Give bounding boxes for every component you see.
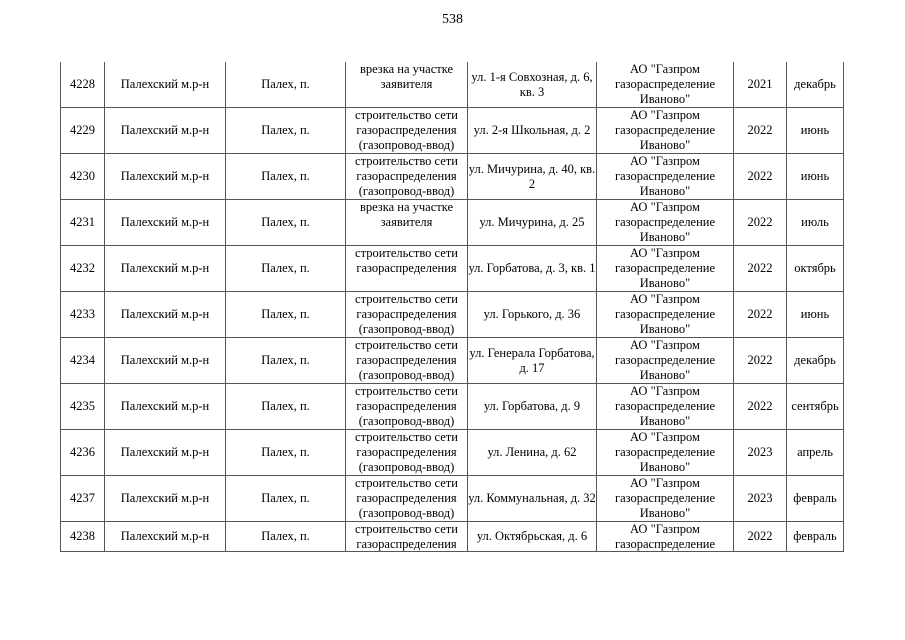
month-cell-text: декабрь: [794, 77, 836, 91]
work-type-cell-text: врезка на участке заявителя: [359, 62, 454, 91]
month-cell-text: апрель: [797, 445, 833, 459]
month-cell: [787, 246, 844, 292]
organization-cell-text: АО "Газпром газораспределение Иваново": [614, 62, 716, 106]
row-number-text: 4235: [70, 399, 95, 413]
organization-cell: [597, 384, 734, 430]
work-type-cell: [346, 292, 468, 338]
organization-cell-text: АО "Газпром газораспределение: [614, 522, 716, 551]
table-row: [61, 154, 844, 200]
row-number-text: 4232: [70, 261, 95, 275]
address-cell: [468, 430, 597, 476]
organization-cell: [597, 476, 734, 522]
address-cell-text: ул. Мичурина, д. 40, кв. 2: [468, 161, 596, 191]
address-cell-text: ул. Мичурина, д. 25: [479, 215, 585, 229]
work-type-cell: [346, 384, 468, 430]
row-number-text: 4237: [70, 491, 95, 505]
table-row: [61, 384, 844, 430]
locality-cell-text: Палех, п.: [261, 169, 310, 183]
organization-cell-text: АО "Газпром газораспределение Иваново": [614, 430, 716, 474]
row-number-text: 4230: [70, 169, 95, 183]
year-cell-text: 2022: [747, 169, 773, 183]
table-row: [61, 292, 844, 338]
locality-cell-text: Палех, п.: [261, 353, 310, 367]
year-cell-text: 2023: [747, 491, 773, 505]
work-type-cell: [346, 108, 468, 154]
district-cell: [105, 154, 226, 200]
year-cell-text: 2023: [747, 445, 773, 459]
table-row: [61, 246, 844, 292]
month-cell-text: декабрь: [794, 353, 836, 367]
address-cell-text: ул. 1-я Совхозная, д. 6, кв. 3: [471, 69, 593, 99]
row-number-text: 4238: [70, 529, 95, 543]
row-number: [61, 292, 105, 338]
page-number: 538: [442, 12, 463, 27]
organization-cell-text: АО "Газпром газораспределение Иваново": [614, 384, 716, 428]
table-row: [61, 200, 844, 246]
year-cell: [734, 200, 787, 246]
district-cell: [105, 522, 226, 552]
year-cell: [734, 430, 787, 476]
organization-cell: [597, 338, 734, 384]
locality-cell-text: Палех, п.: [261, 215, 310, 229]
year-cell-text: 2022: [747, 215, 773, 229]
month-cell-text: июнь: [800, 307, 830, 321]
month-cell: [787, 62, 844, 108]
locality-cell: [226, 246, 346, 292]
gasification-table: [60, 62, 844, 552]
work-type-cell-text: строительство сети газораспределения: [355, 246, 458, 275]
locality-cell: [226, 108, 346, 154]
organization-cell-text: АО "Газпром газораспределение Иваново": [614, 108, 716, 152]
year-cell: [734, 384, 787, 430]
locality-cell: [226, 476, 346, 522]
work-type-cell-text: строительство сети газораспределения: [355, 522, 458, 551]
locality-cell-text: Палех, п.: [261, 399, 310, 413]
work-type-cell: [346, 154, 468, 200]
month-cell: [787, 108, 844, 154]
locality-cell: [226, 522, 346, 552]
district-cell: [105, 200, 226, 246]
organization-cell: [597, 62, 734, 108]
year-cell-text: 2021: [747, 77, 773, 91]
district-cell-text: Палехский м.р-н: [120, 215, 210, 229]
work-type-cell-text: строительство сети газораспределения (газопровод-ввод): [355, 108, 458, 152]
address-cell: [468, 338, 597, 384]
organization-cell: [597, 292, 734, 338]
locality-cell: [226, 430, 346, 476]
month-cell-text: февраль: [793, 529, 837, 543]
month-cell: [787, 430, 844, 476]
locality-cell: [226, 338, 346, 384]
address-cell: [468, 154, 597, 200]
year-cell: [734, 154, 787, 200]
locality-cell-text: Палех, п.: [261, 77, 310, 91]
table-row: [61, 338, 844, 384]
year-cell: [734, 108, 787, 154]
row-number-text: 4236: [70, 445, 95, 459]
address-cell-text: ул. Ленина, д. 62: [487, 445, 577, 459]
organization-cell: [597, 246, 734, 292]
district-cell-text: Палехский м.р-н: [120, 491, 210, 505]
district-cell-text: Палехский м.р-н: [120, 445, 210, 459]
work-type-cell: [346, 200, 468, 246]
month-cell: [787, 338, 844, 384]
month-cell: [787, 384, 844, 430]
district-cell: [105, 430, 226, 476]
district-cell-text: Палехский м.р-н: [120, 77, 210, 91]
district-cell-text: Палехский м.р-н: [120, 307, 210, 321]
organization-cell: [597, 200, 734, 246]
organization-cell: [597, 108, 734, 154]
organization-cell: [597, 522, 734, 552]
organization-cell: [597, 154, 734, 200]
address-cell: [468, 292, 597, 338]
row-number-text: 4229: [70, 123, 95, 137]
organization-cell-text: АО "Газпром газораспределение Иваново": [614, 338, 716, 382]
work-type-cell-text: строительство сети газораспределения (газопровод-ввод): [355, 292, 458, 336]
row-number: [61, 108, 105, 154]
month-cell-text: октябрь: [794, 261, 836, 275]
work-type-cell-text: строительство сети газораспределения (газопровод-ввод): [355, 338, 458, 382]
address-cell-text: ул. Октябрьская, д. 6: [476, 529, 588, 543]
year-cell-text: 2022: [747, 353, 773, 367]
address-cell: [468, 62, 597, 108]
address-cell-text: ул. Горбатова, д. 9: [483, 399, 581, 413]
work-type-cell-text: строительство сети газораспределения (газопровод-ввод): [355, 384, 458, 428]
year-cell: [734, 246, 787, 292]
district-cell: [105, 292, 226, 338]
district-cell-text: Палехский м.р-н: [120, 261, 210, 275]
work-type-cell-text: врезка на участке заявителя: [359, 200, 454, 229]
district-cell: [105, 246, 226, 292]
locality-cell: [226, 154, 346, 200]
work-type-cell: [346, 62, 468, 108]
year-cell: [734, 522, 787, 552]
work-type-cell-text: строительство сети газораспределения (газопровод-ввод): [355, 154, 458, 198]
month-cell: [787, 154, 844, 200]
address-cell: [468, 384, 597, 430]
year-cell-text: 2022: [747, 307, 773, 321]
organization-cell-text: АО "Газпром газораспределение Иваново": [614, 246, 716, 290]
district-cell: [105, 108, 226, 154]
work-type-cell: [346, 522, 468, 552]
year-cell-text: 2022: [747, 399, 773, 413]
work-type-cell-text: строительство сети газораспределения (газопровод-ввод): [355, 430, 458, 474]
row-number: [61, 154, 105, 200]
address-cell: [468, 108, 597, 154]
table-row: [61, 108, 844, 154]
month-cell-text: июль: [801, 215, 829, 229]
organization-cell-text: АО "Газпром газораспределение Иваново": [614, 476, 716, 520]
work-type-cell-text: строительство сети газораспределения (газопровод-ввод): [355, 476, 458, 520]
locality-cell-text: Палех, п.: [261, 445, 310, 459]
locality-cell-text: Палех, п.: [261, 261, 310, 275]
organization-cell-text: АО "Газпром газораспределение Иваново": [614, 154, 716, 198]
address-cell-text: ул. Горбатова, д. 3, кв. 1: [468, 261, 596, 275]
district-cell: [105, 338, 226, 384]
year-cell-text: 2022: [747, 261, 773, 275]
locality-cell: [226, 200, 346, 246]
month-cell-text: июнь: [800, 169, 830, 183]
district-cell-text: Палехский м.р-н: [120, 399, 210, 413]
year-cell: [734, 62, 787, 108]
district-cell-text: Палехский м.р-н: [120, 529, 210, 543]
year-cell-text: 2022: [747, 529, 773, 543]
table-row: [61, 62, 844, 108]
month-cell: [787, 200, 844, 246]
month-cell: [787, 522, 844, 552]
organization-cell: [597, 430, 734, 476]
row-number-text: 4234: [70, 353, 95, 367]
table-row: [61, 476, 844, 522]
row-number: [61, 200, 105, 246]
locality-cell-text: Палех, п.: [261, 529, 310, 543]
row-number-text: 4228: [70, 77, 95, 91]
district-cell: [105, 476, 226, 522]
address-cell-text: ул. Генерала Горбатова, д. 17: [469, 345, 595, 375]
work-type-cell: [346, 246, 468, 292]
locality-cell-text: Палех, п.: [261, 307, 310, 321]
year-cell: [734, 292, 787, 338]
table-row: [61, 430, 844, 476]
address-cell-text: ул. Коммунальная, д. 32: [468, 491, 596, 505]
month-cell-text: февраль: [793, 491, 837, 505]
locality-cell: [226, 62, 346, 108]
row-number: [61, 476, 105, 522]
month-cell-text: сентябрь: [791, 399, 839, 413]
locality-cell-text: Палех, п.: [261, 491, 310, 505]
address-cell: [468, 476, 597, 522]
row-number-text: 4231: [70, 215, 95, 229]
address-cell: [468, 246, 597, 292]
year-cell-text: 2022: [747, 123, 773, 137]
row-number: [61, 522, 105, 552]
organization-cell-text: АО "Газпром газораспределение Иваново": [614, 292, 716, 336]
district-cell-text: Палехский м.р-н: [120, 353, 210, 367]
locality-cell: [226, 292, 346, 338]
work-type-cell: [346, 476, 468, 522]
district-cell: [105, 62, 226, 108]
district-cell-text: Палехский м.р-н: [120, 169, 210, 183]
locality-cell-text: Палех, п.: [261, 123, 310, 137]
district-cell: [105, 384, 226, 430]
address-cell-text: ул. 2-я Школьная, д. 2: [473, 123, 591, 137]
row-number: [61, 430, 105, 476]
work-type-cell: [346, 430, 468, 476]
address-cell: [468, 522, 597, 552]
row-number-text: 4233: [70, 307, 95, 321]
address-cell: [468, 200, 597, 246]
table-row: [61, 522, 844, 552]
row-number: [61, 384, 105, 430]
locality-cell: [226, 384, 346, 430]
address-cell-text: ул. Горького, д. 36: [483, 307, 581, 321]
year-cell: [734, 476, 787, 522]
year-cell: [734, 338, 787, 384]
row-number: [61, 246, 105, 292]
row-number: [61, 62, 105, 108]
row-number: [61, 338, 105, 384]
month-cell-text: июнь: [800, 123, 830, 137]
district-cell-text: Палехский м.р-н: [120, 123, 210, 137]
organization-cell-text: АО "Газпром газораспределение Иваново": [614, 200, 716, 244]
month-cell: [787, 292, 844, 338]
month-cell: [787, 476, 844, 522]
work-type-cell: [346, 338, 468, 384]
